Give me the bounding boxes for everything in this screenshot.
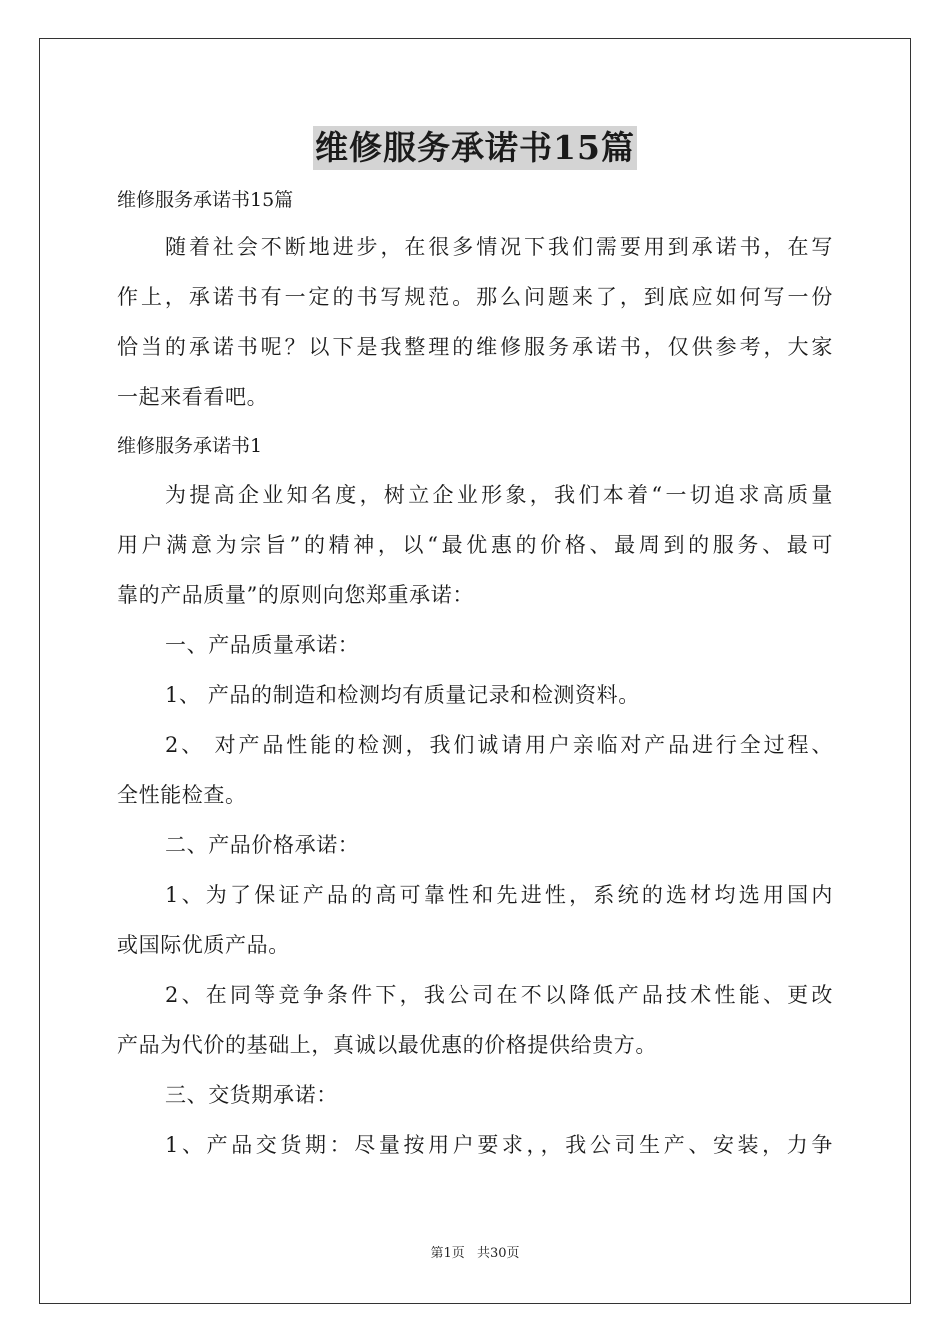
price-item-1-cont: 或国际优质产品。 — [117, 933, 290, 957]
quality-item-2: 2、 对产品性能的检测，我们诚请用户亲临对产品进行全过程、 — [165, 733, 833, 757]
document-subtitle: 维修服务承诺书15篇 — [117, 189, 294, 211]
body-line-1: 为提高企业知名度，树立企业形象，我们本着“一切追求高质量 — [165, 483, 833, 507]
price-item-2: 2、在同等竞争条件下，我公司在不以降低产品技术性能、更改 — [165, 983, 833, 1007]
price-heading: 二、产品价格承诺： — [165, 833, 360, 857]
intro-line-3: 恰当的承诺书呢？以下是我整理的维修服务承诺书，仅供参考，大家 — [117, 335, 833, 359]
body-line-3: 靠的产品质量”的原则向您郑重承诺： — [117, 583, 474, 607]
body-line-2: 用户满意为宗旨”的精神，以“最优惠的价格、最周到的服务、最可 — [117, 533, 833, 557]
intro-line-4: 一起来看看吧。 — [117, 385, 269, 409]
price-item-2-cont: 产品为代价的基础上，真诚以最优惠的价格提供给贵方。 — [117, 1033, 657, 1057]
document-body — [117, 178, 833, 1170]
delivery-item-1: 1、产品交货期：尽量按用户要求，，我公司生产、安装，力争 — [165, 1133, 833, 1157]
delivery-heading: 三、交货期承诺： — [165, 1083, 338, 1107]
intro-line-2: 作上，承诺书有一定的书写规范。那么问题来了，到底应如何写一份 — [117, 285, 833, 309]
total-pages: 共30页 — [476, 1246, 520, 1261]
quality-item-2-cont: 全性能检查。 — [117, 783, 247, 807]
quality-item-1: 1、 产品的制造和检测均有质量记录和检测资料。 — [165, 683, 640, 707]
document-title: 维修服务承诺书15篇 — [313, 126, 637, 170]
price-item-1: 1、为了保证产品的高可靠性和先进性，系统的选材均选用国内 — [165, 883, 833, 907]
page-footer — [0, 1244, 950, 1264]
section-heading: 维修服务承诺书1 — [117, 435, 263, 457]
quality-heading: 一、产品质量承诺： — [165, 633, 360, 657]
title-container — [0, 126, 950, 170]
intro-line-1: 随着社会不断地进步，在很多情况下我们需要用到承诺书，在写 — [165, 235, 833, 259]
page-number: 第1页 — [430, 1246, 465, 1261]
